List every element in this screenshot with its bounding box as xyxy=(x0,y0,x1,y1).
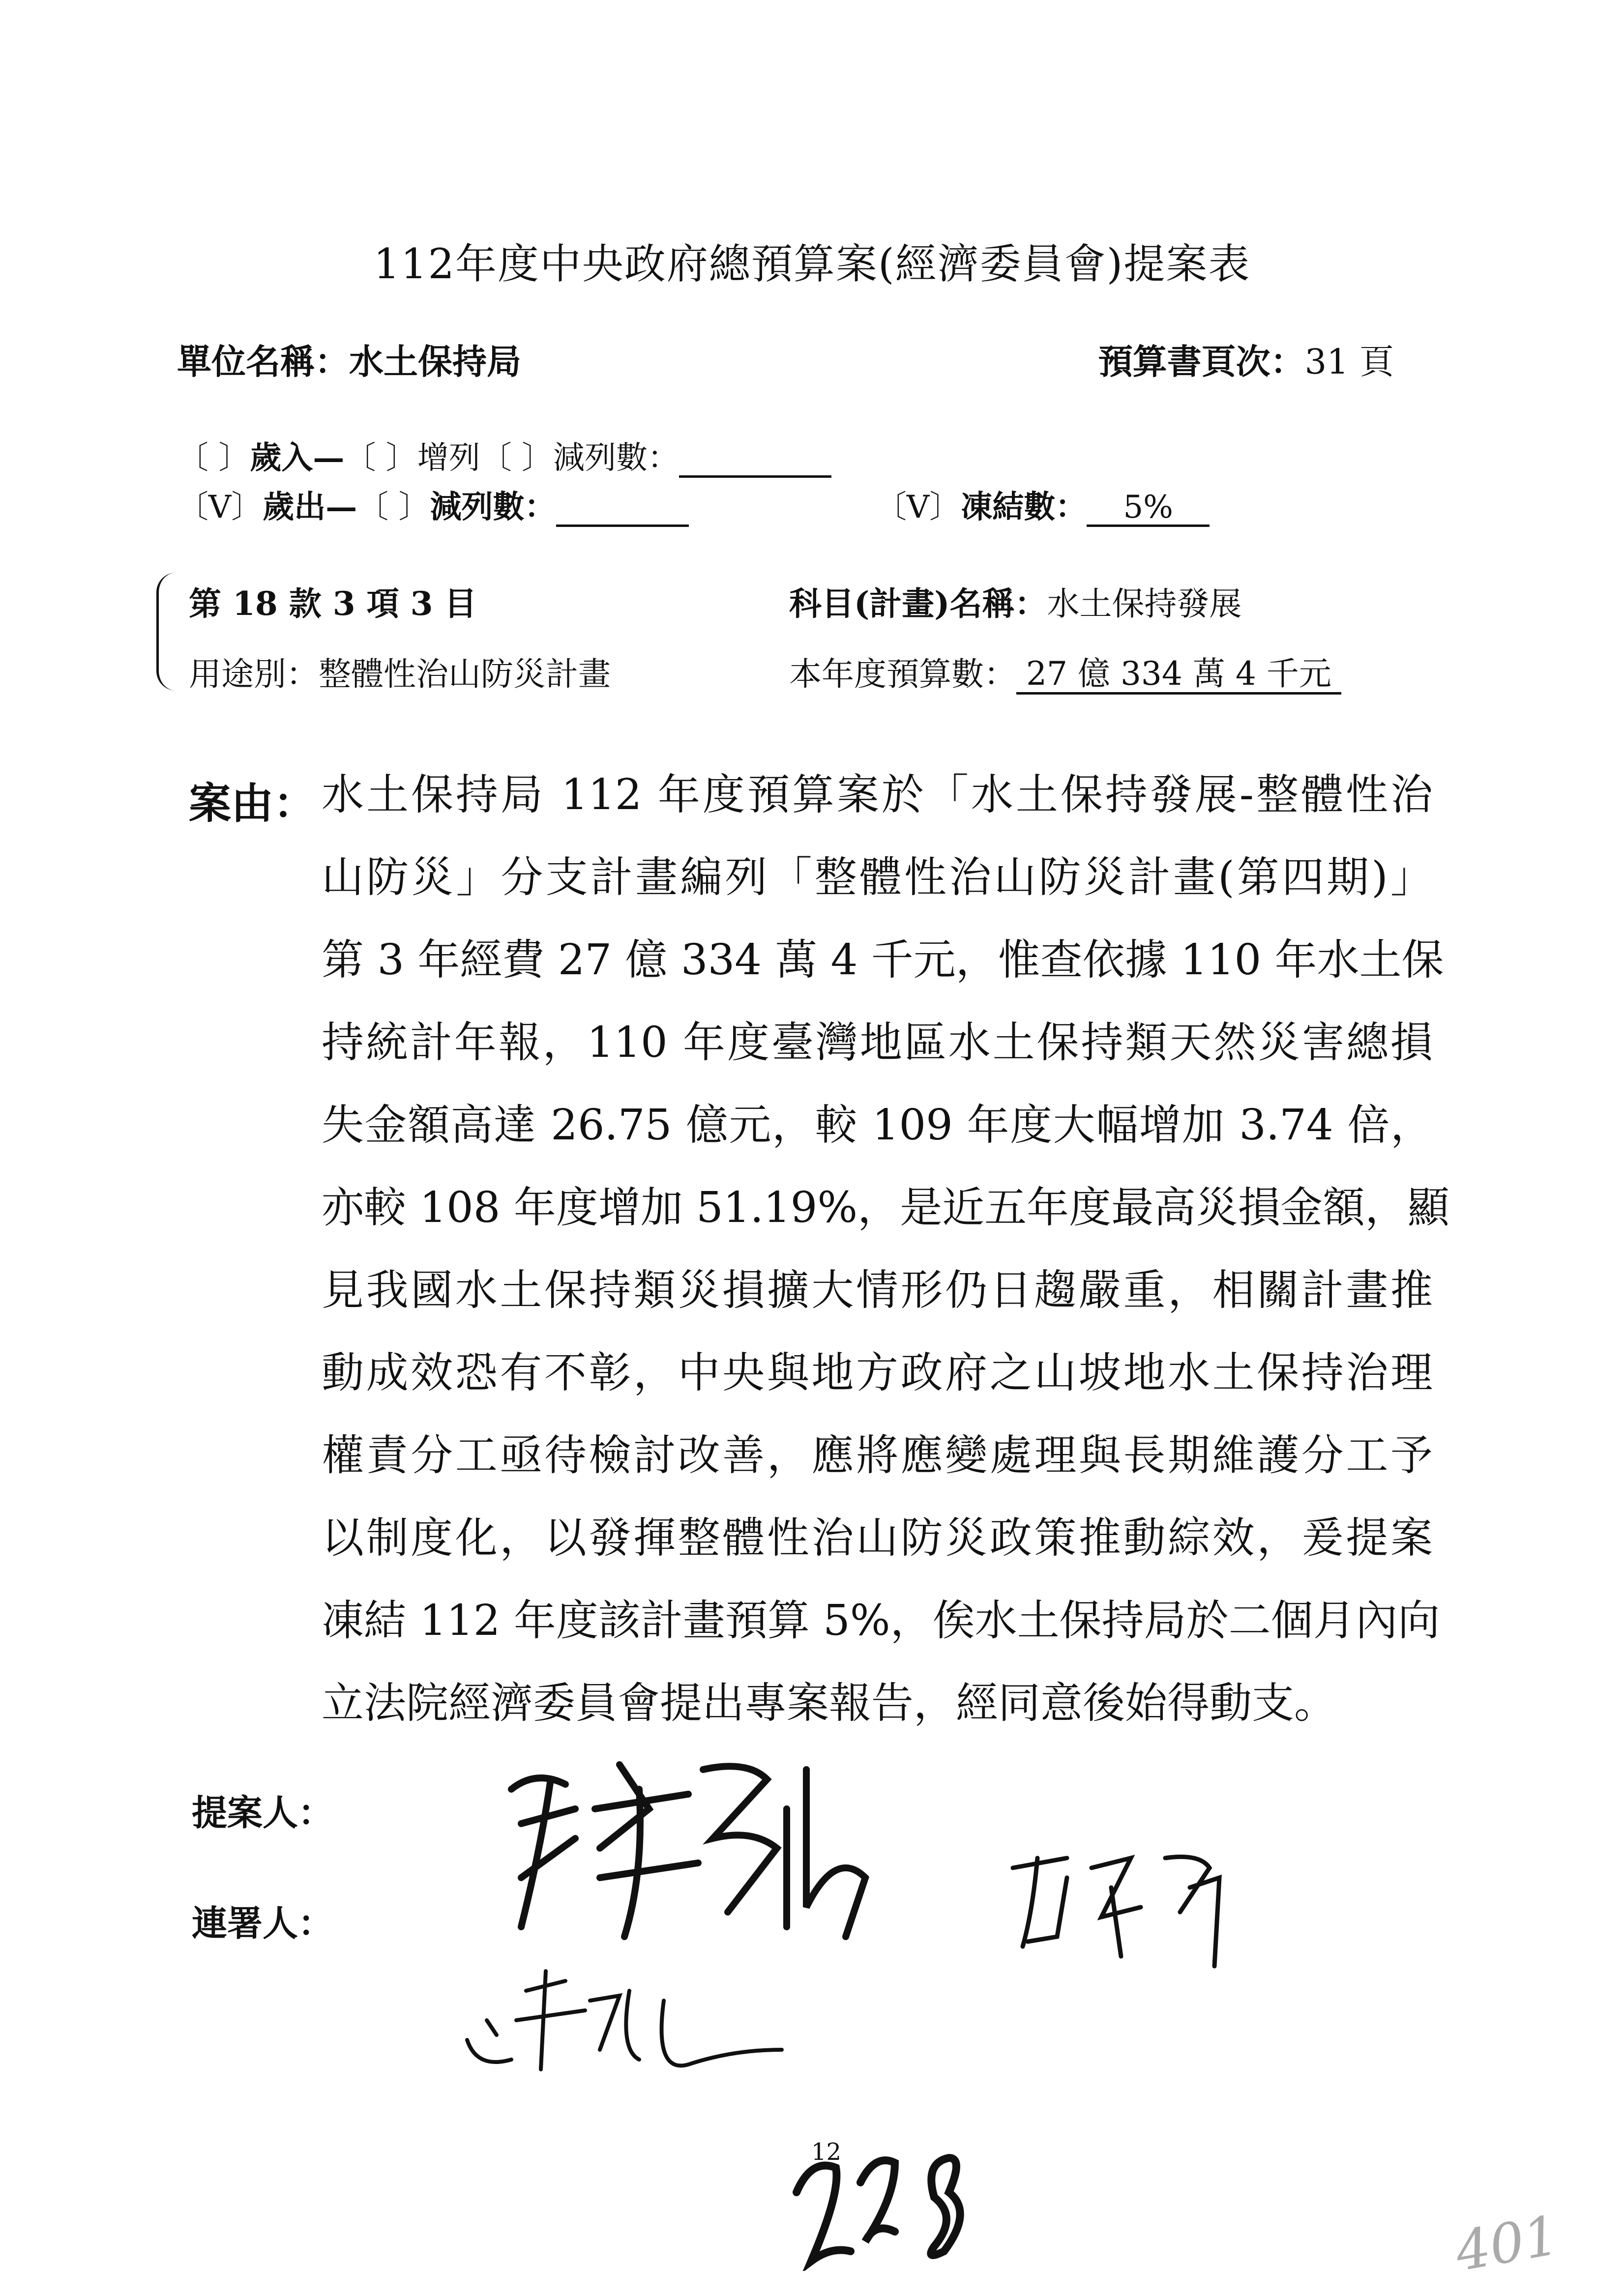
budget-page xyxy=(1098,334,1394,384)
subject-value: 水土保持發展 xyxy=(1047,585,1242,623)
page-title: 112年度中央政府總預算案(經濟委員會)提案表 xyxy=(373,240,1251,288)
expenditure-checkbox[interactable]: 〔V〕 xyxy=(177,489,263,525)
cosigner-signature-1 xyxy=(1003,1838,1249,1986)
revenue-decrease-field[interactable] xyxy=(679,441,831,478)
reason-line: 水土保持局 112 年度預算案於「水土保持發展-整體性治 xyxy=(322,770,1433,819)
reason-line: 持統計年報，110 年度臺灣地區水土保持類天然災害總損 xyxy=(322,1018,1433,1067)
increase-label: 增列 xyxy=(417,440,480,476)
decrease-checkbox[interactable]: 〔 〕 xyxy=(480,440,554,476)
budget-item: 第 18 款 3 項 3 目 xyxy=(189,584,477,623)
reason-line: 凍結 112 年度該計畫預算 5%，俟水土保持局於二個月內向 xyxy=(322,1596,1440,1645)
unit-value: 水土保持局 xyxy=(349,341,521,382)
expenditure-label: 歲出— xyxy=(263,489,357,525)
reason-line: 失金額高達 26.75 億元，較 109 年度大幅增加 3.74 倍， xyxy=(322,1101,1433,1150)
subject xyxy=(789,578,1241,624)
proposer-signature xyxy=(492,1750,895,1956)
reason-line: 第 3 年經費 27 億 334 萬 4 千元，惟查依據 110 年水土保 xyxy=(322,935,1444,985)
page-label: 預算書頁次： xyxy=(1098,341,1305,382)
freeze-value[interactable]: 5% xyxy=(1087,490,1210,527)
freeze-label: 凍結數： xyxy=(961,489,1087,525)
exp-decrease-checkbox[interactable]: 〔 〕 xyxy=(357,489,430,525)
purpose-value: 整體性治山防災計畫 xyxy=(319,655,611,693)
budget-label: 本年度預算數： xyxy=(789,655,1016,693)
exp-decrease-label: 減列數： xyxy=(430,489,556,525)
reason-line: 亦較 108 年度增加 51.19%，是近五年度最高災損金額，顯 xyxy=(322,1183,1450,1232)
revenue-label: 歲入— xyxy=(250,439,345,476)
page-value: 31 頁 xyxy=(1304,342,1394,382)
reason-line: 權責分工亟待檢討改善，應將應變處理與長期維護分工予 xyxy=(322,1431,1433,1480)
reason-line: 山防災」分支計畫編列「整體性治山防災計畫(第四期)」 xyxy=(322,853,1433,902)
reason-line: 動成效恐有不彰，中央與地方政府之山坡地水土保持治理 xyxy=(322,1348,1433,1397)
handwritten-page-number xyxy=(787,2148,993,2271)
cosigner-signature-2 xyxy=(457,1961,792,2099)
cosigner-label: 連署人： xyxy=(192,1902,334,1944)
reason-line: 見我國水土保持類災損擴大情形仍日趨嚴重，相關計畫推 xyxy=(322,1266,1433,1315)
reason-line: 立法院經濟委員會提出專案報告，經同意後始得動支。 xyxy=(322,1679,1336,1728)
increase-checkbox[interactable]: 〔 〕 xyxy=(344,440,417,476)
budget-amount xyxy=(789,648,1341,695)
faint-handwritten-mark: 401 xyxy=(1450,2203,1564,2284)
section-bracket xyxy=(156,573,178,691)
revenue-checkbox[interactable]: 〔 〕 xyxy=(177,440,250,476)
budget-value: 27 億 334 萬 4 千元 xyxy=(1016,656,1341,695)
unit-name xyxy=(177,334,521,384)
expenditure-decrease-field[interactable] xyxy=(556,490,689,527)
reason-label: 案由： xyxy=(189,779,316,828)
freeze-row xyxy=(875,482,1210,527)
freeze-checkbox[interactable]: 〔V〕 xyxy=(875,489,961,525)
decrease-label: 減列數： xyxy=(553,440,679,476)
purpose-label: 用途別： xyxy=(189,655,319,693)
unit-label: 單位名稱： xyxy=(177,341,349,382)
proposer-label: 提案人： xyxy=(192,1792,334,1833)
reason-line: 以制度化，以發揮整體性治山防災政策推動綜效，爰提案 xyxy=(322,1513,1433,1563)
subject-label: 科目(計畫)名稱： xyxy=(789,584,1047,623)
page-number: 12 xyxy=(811,2138,842,2166)
expenditure-row xyxy=(177,482,689,527)
purpose xyxy=(189,648,611,695)
revenue-row xyxy=(177,433,831,478)
